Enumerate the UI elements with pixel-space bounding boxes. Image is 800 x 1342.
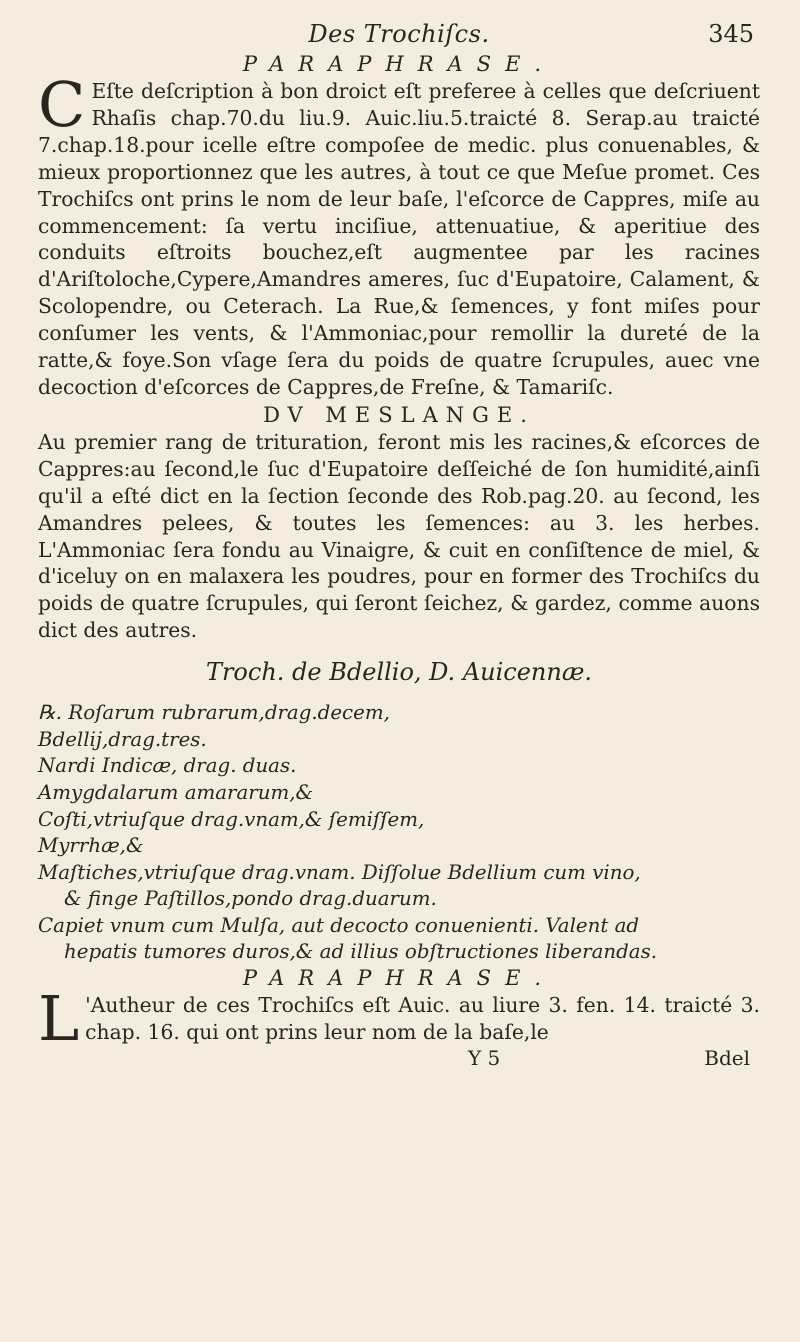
paraphrase-paragraph-2	[38, 982, 760, 1056]
recipe-title: Troch. de Bdellio, D. Auicennæ.	[205, 658, 593, 687]
catchword: Bdel	[704, 1045, 750, 1070]
recipe-line: hepatis tumores duros,& ad illius obſtructiones liberandas.	[64, 940, 658, 964]
meslange-paragraph: Au premier rang de trituration, feront mis les racines,& eſcorces de Cappres:au ſecond,le ſuc d'Eupatoire deſſeiché de ſon humidité,ainſi qu'il a eſté dict en la ſection ſeconde des Rob.pag.20. au ſecond, les Amandres pelees, & toutes les ſemences: au 3. les herbes. L'Ammoniac ſera fondu au Vinaigre, & cuit en conſiſtence de miel, & d'iceluy on en malaxera les poudres, pour en former des Trochiſcs du poids de quatre ſcrupules, qui ſeront ſeichez, & gardez, comme auons dict des autres.	[38, 429, 760, 643]
meslange-heading: DV MESLANGE.	[263, 402, 535, 427]
recipe-line: & finge Paſtillos,pondo drag.duarum.	[64, 887, 437, 911]
recipe-line: ℞. Roſarum rubrarum,drag.decem,	[38, 701, 390, 725]
drop-cap: C	[38, 68, 86, 141]
paraphrase-text-2: 'Autheur de ces Trochiſcs eſt Auic. au liure 3. fen. 14. traicté 3. chap. 16. qui ont prins leur nom de la baſe,le	[85, 993, 760, 1044]
paraphrase-heading: PARAPHRASE.	[242, 52, 556, 76]
paraphrase-paragraph	[38, 68, 760, 401]
recipe-line: Maſtiches,vtriuſque drag.vnam. Diſſolue Bdellium cum vino,	[38, 860, 641, 884]
running-title: Des Trochiſcs.	[308, 20, 490, 48]
recipe-line: Bdellij,drag.tres.	[38, 727, 207, 751]
page-footer	[38, 1046, 760, 1078]
recipe-line: Coſti,vtriuſque drag.vnam,& ſemiſſem,	[38, 807, 425, 831]
paraphrase-text: Eſte deſcription à bon droict eſt preferee à celles que deſcriuent Rhaſis chap.70.du liu.9. Auic.liu.5.traicté 8. Serap.au traicté 7.chap.18.pour icelle eſtre compoſee de medic. plus conuenables, & mieux proportionnez que les autres, à tout ce que Meſue promet. Ces Trochiſcs ont prins le nom de leur baſe, l'eſcorce de Cappres, miſe au commencement: ſa vertu inciſiue, attenuatiue, & aperitiue des conduits eſtroits bouchez,eſt augmentee par les racines d'Ariſtoloche,Cypere,Amandres ameres, ſuc d'Eupatoire, Calament, & Scolopendre, ou Ceterach. La Rue,& ſemences, y font miſes pour conſumer les vents, & l'Ammoniac,pour remollir la dureté de la ratte,& foye.Son vſage ſera du poids de quatre ſcrupules, auec vne decoction d'eſcorces de Cappres,de Freſne, & Tamariſc.	[38, 79, 760, 399]
page-header	[38, 14, 760, 52]
drop-cap-2: L	[38, 982, 80, 1056]
paraphrase-heading-2: PARAPHRASE.	[242, 966, 556, 991]
recipe-line: Capiet vnum cum Mulſa, aut decocto conuenienti. Valent ad	[38, 913, 640, 937]
recipe-line: Amygdalarum amararum,&	[38, 780, 314, 804]
signature-mark: Y 5	[468, 1045, 501, 1070]
page-number: 345	[708, 20, 754, 48]
recipe-line: Myrrhæ,&	[38, 834, 144, 858]
recipe-list	[38, 700, 760, 966]
recipe-line: Nardi Indicæ, drag. duas.	[38, 754, 297, 778]
